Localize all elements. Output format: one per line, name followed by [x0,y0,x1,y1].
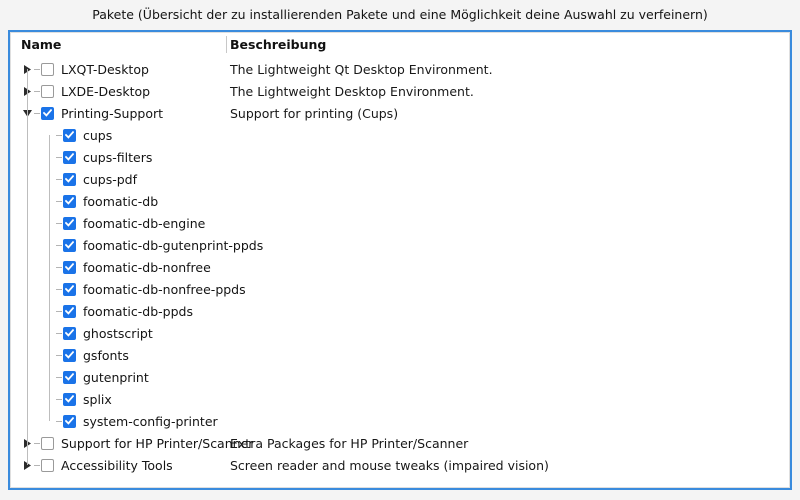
row-name-cell[interactable] [11,454,173,476]
row-name-cell[interactable] [11,256,211,278]
package-name-label: Support for HP Printer/Scanner [61,435,254,451]
row-name-cell[interactable] [11,190,158,212]
table-row[interactable] [11,344,789,366]
package-tree-panel-inner [10,32,790,488]
package-name-label: foomatic-db [83,193,159,209]
table-row[interactable] [11,388,789,410]
package-name-label: foomatic-db-nonfree-ppds [83,281,246,297]
table-row[interactable] [11,212,789,234]
package-description-label: The Lightweight Desktop Environment. [230,83,474,99]
tree-connector-line [56,311,62,312]
row-name-cell[interactable] [11,146,152,168]
checkbox-checked[interactable] [63,283,76,296]
table-row[interactable] [11,322,789,344]
checkbox-checked[interactable] [63,371,76,384]
package-name-label: splix [83,391,112,407]
row-name-cell[interactable] [11,168,137,190]
package-name-label: gsfonts [83,347,129,363]
table-row[interactable] [11,454,789,476]
row-name-cell[interactable] [11,278,246,300]
table-row[interactable] [11,190,789,212]
table-row[interactable] [11,124,789,146]
tree-connector-line [34,91,40,92]
package-name-label: LXQT-Desktop [61,61,149,77]
row-name-cell[interactable] [11,80,150,102]
row-name-cell[interactable] [11,58,149,80]
checkbox-checked[interactable] [63,129,76,142]
checkbox-checked[interactable] [63,239,76,252]
table-row[interactable] [11,410,789,432]
tree-connector-line [56,289,62,290]
table-row[interactable] [11,432,789,454]
row-name-cell[interactable] [11,322,153,344]
package-description-label: Screen reader and mouse tweaks (impaired vision) [230,457,549,473]
checkbox-checked[interactable] [63,173,76,186]
table-row[interactable] [11,278,789,300]
row-name-cell[interactable] [11,366,149,388]
tree-header-row [11,33,789,58]
tree-connector-line [56,223,62,224]
tree-connector-line [34,113,40,114]
package-name-label: gutenprint [83,369,149,385]
table-row[interactable] [11,146,789,168]
tree-connector-line [34,443,40,444]
table-row[interactable] [11,58,789,80]
table-row[interactable] [11,102,789,124]
package-description-label: Extra Packages for HP Printer/Scanner [230,435,469,451]
column-header-name[interactable]: Name [21,37,62,52]
package-tree[interactable] [11,58,789,476]
package-name-label: cups-pdf [83,171,138,187]
checkbox-unchecked[interactable] [41,63,54,76]
column-header-description[interactable]: Beschreibung [230,37,327,52]
package-name-label: Printing-Support [61,105,164,121]
tree-connector-line [56,355,62,356]
table-row[interactable] [11,300,789,322]
row-name-cell[interactable] [11,102,163,124]
tree-connector-line [56,135,62,136]
tree-connector-line [56,421,62,422]
table-row[interactable] [11,234,789,256]
package-name-label: cups [83,127,113,143]
row-name-cell[interactable] [11,410,218,432]
checkbox-checked[interactable] [63,349,76,362]
checkbox-checked[interactable] [63,261,76,274]
package-description-label: Support for printing (Cups) [230,105,399,121]
package-name-label: cups-filters [83,149,153,165]
checkbox-unchecked[interactable] [41,437,54,450]
checkbox-checked[interactable] [63,415,76,428]
window-title-bar [0,0,800,28]
tree-connector-line [56,333,62,334]
checkbox-checked[interactable] [63,217,76,230]
tree-connector-line [56,377,62,378]
tree-connector-line [56,157,62,158]
row-name-cell[interactable] [11,300,193,322]
package-tree-panel [8,30,792,490]
checkbox-unchecked[interactable] [41,459,54,472]
package-name-label: foomatic-db-ppds [83,303,193,319]
tree-connector-line [56,399,62,400]
checkbox-checked[interactable] [63,305,76,318]
checkbox-checked[interactable] [63,393,76,406]
package-name-label: ghostscript [83,325,153,341]
checkbox-checked[interactable] [41,107,54,120]
row-name-cell[interactable] [11,212,205,234]
package-name-label: Accessibility Tools [61,457,173,473]
checkbox-unchecked[interactable] [41,85,54,98]
row-name-cell[interactable] [11,432,253,454]
tree-guide-root [27,69,28,465]
package-name-label: system-config-printer [83,413,218,429]
tree-connector-line [56,201,62,202]
package-name-label: LXDE-Desktop [61,83,151,99]
column-divider[interactable] [226,36,227,53]
package-name-label: foomatic-db-nonfree [83,259,211,275]
checkbox-checked[interactable] [63,151,76,164]
tree-connector-line [56,267,62,268]
tree-connector-line [34,69,40,70]
tree-connector-line [34,465,40,466]
tree-guide-child [49,135,50,421]
table-row[interactable] [11,80,789,102]
table-row[interactable] [11,366,789,388]
row-name-cell[interactable] [11,344,129,366]
page-title: Pakete (Übersicht der zu installierenden Pakete und eine Möglichkeit deine Auswahl zu verfeinern) [92,6,708,22]
package-name-label: foomatic-db-gutenprint-ppds [83,237,264,253]
tree-connector-line [56,245,62,246]
table-row[interactable] [11,168,789,190]
table-row[interactable] [11,256,789,278]
package-description-label: The Lightweight Qt Desktop Environment. [230,61,493,77]
checkbox-checked[interactable] [63,327,76,340]
tree-connector-line [56,179,62,180]
checkbox-checked[interactable] [63,195,76,208]
package-name-label: foomatic-db-engine [83,215,206,231]
